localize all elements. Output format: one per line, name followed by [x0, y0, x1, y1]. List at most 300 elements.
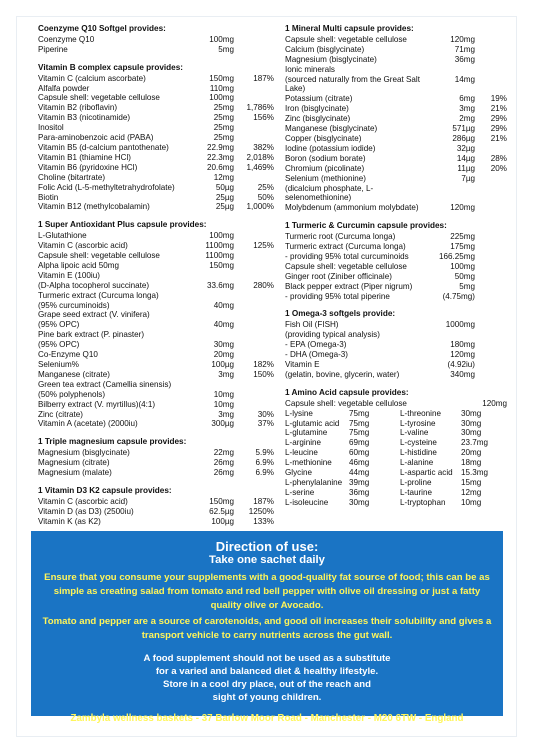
amino-row	[400, 448, 506, 458]
antiox-heading: 1 Super Antioxidant Plus capsule provides:	[38, 220, 207, 230]
nutrient-label: Vitamin C (ascorbic acid)	[38, 496, 128, 506]
amino-amount: 69mg	[349, 438, 370, 448]
company-address: Zambyla wellness baskets - 37 Barlow Moor Road - Manchester - M20 6TW - England	[70, 713, 464, 724]
nutrient-amount: 50µg	[215, 182, 234, 192]
nutrient-label: L-Glutathione	[38, 231, 87, 241]
nutrient-row	[285, 104, 507, 114]
amino-label: L-lysine	[285, 408, 313, 418]
nutrient-percent: 29%	[490, 114, 507, 124]
nutrient-label: Para-aminobenzoic acid (PABA)	[38, 133, 154, 143]
nutrient-amount: 20.6mg	[207, 162, 234, 172]
nutrient-amount: 100µg	[211, 516, 234, 526]
nutrient-label: Turmeric extract (Curcuma longa)	[285, 242, 406, 252]
amino-amount: 23.7mg	[461, 438, 488, 448]
nutrient-label: Selenium%	[38, 360, 79, 369]
nutrient-row	[285, 164, 507, 174]
nutrient-percent: 2,018%	[246, 152, 274, 162]
nutrient-amount: (4.92iu)	[447, 360, 475, 369]
amino-label: L-alanine	[400, 458, 434, 468]
nutrient-label: Pine bark extract (P. pinaster)	[38, 330, 145, 340]
magnesium-section	[38, 437, 274, 478]
coenzyme-heading: Coenzyme Q10 Softgel provides:	[38, 24, 166, 33]
amino-label: Glycine	[285, 468, 312, 478]
nutrient-percent: 1,469%	[246, 162, 274, 172]
nutrient-row	[285, 292, 507, 302]
amino-label: L-tyrosine	[400, 418, 436, 428]
nutrient-label: Vitamin B2 (riboflavin)	[38, 103, 118, 113]
nutrient-percent: 20%	[490, 163, 507, 173]
nutrient-row	[38, 271, 274, 281]
nutrient-label: Coenzyme Q10	[38, 34, 95, 44]
nutrient-row	[38, 468, 274, 478]
amino-amount: 10mg	[461, 497, 482, 507]
nutrient-percent: 50%	[257, 192, 274, 202]
nutrient-amount: 12mg	[213, 172, 234, 182]
nutrient-label: Vitamin D (as D3) (2500iu)	[38, 506, 134, 516]
warning-line: A food supplement should not be used as a substitute	[143, 653, 391, 664]
nutrient-row	[38, 84, 274, 94]
amino-label: L-aspartic acid	[400, 468, 453, 478]
amino-heading: 1 Amino Acid capsule provides:	[285, 387, 409, 397]
nutrient-amount: 100mg	[450, 261, 475, 271]
nutrient-amount: 25µg	[215, 192, 234, 202]
nutrient-amount: 25mg	[213, 133, 234, 143]
nutrient-label: Vitamin C (ascorbic acid)	[38, 241, 128, 251]
nutrient-row	[38, 93, 274, 103]
amino-amount: 44mg	[349, 468, 370, 478]
amino-amount: 36mg	[349, 487, 370, 497]
nutrient-label: Biotin	[38, 192, 59, 202]
nutrient-percent: 133%	[253, 516, 274, 526]
nutrient-amount: 100mg	[209, 231, 234, 241]
nutrient-row	[38, 251, 274, 261]
nutrient-label: Boron (sodium borate)	[285, 153, 366, 163]
nutrient-row	[285, 272, 507, 282]
warning-line: sight of young children.	[212, 692, 322, 703]
nutrient-label: Magnesium (bisglycinate)	[285, 54, 377, 64]
amino-amount: 39mg	[349, 477, 370, 487]
nutrient-amount: 110mg	[209, 83, 234, 93]
amino-row	[285, 438, 400, 448]
nutrient-label: (gelatin, bovine, glycerin, water)	[285, 369, 400, 379]
nutrient-amount: 14µg	[456, 153, 475, 163]
nutrient-amount: 150mg	[209, 73, 234, 83]
nutrient-row	[38, 113, 274, 123]
nutrient-amount: 7µg	[461, 173, 475, 183]
nutrient-row	[285, 350, 507, 360]
left-column	[38, 24, 274, 535]
nutrient-label: Iron (bisglycinate)	[285, 104, 349, 114]
nutrient-percent: 1250%	[248, 506, 274, 516]
amino-row	[400, 458, 506, 468]
nutrient-label: Choline (bitartrate)	[38, 172, 106, 182]
nutrient-row	[38, 183, 274, 193]
nutrient-percent: 19%	[490, 94, 507, 104]
nutrient-row	[285, 134, 507, 144]
nutrient-amount: 6mg	[459, 94, 475, 104]
amino-row	[400, 409, 506, 419]
nutrient-amount: 62.5µg	[209, 506, 234, 516]
mineral-section	[285, 24, 507, 213]
amino-row	[400, 498, 506, 508]
nutrient-label: Capsule shell: vegetable cellulose	[38, 251, 160, 261]
amino-row	[285, 488, 400, 498]
nutrient-row	[285, 340, 507, 350]
nutrient-percent: 21%	[490, 133, 507, 143]
nutrient-percent: 156%	[253, 113, 274, 123]
nutrient-amount: 32µg	[456, 143, 475, 153]
nutrient-label: Zinc (citrate)	[38, 409, 83, 419]
nutrient-amount: 22mg	[213, 448, 234, 458]
nutrient-percent: 382%	[253, 142, 274, 152]
nutrient-amount: 5mg	[459, 281, 475, 291]
nutrient-row	[38, 320, 274, 330]
vitb-heading: Vitamin B complex capsule provides:	[38, 62, 183, 72]
nutrient-row	[285, 184, 507, 204]
nutrient-label: Ginger root (Ziniber officinale)	[285, 271, 392, 281]
nutrient-amount: 50mg	[454, 271, 475, 281]
amino-left-list	[285, 409, 400, 508]
nutrient-amount: 40mg	[213, 300, 234, 310]
fat-source-advice: Ensure that you consume your supplements with a good-quality fat source of food; this can be as simple as creating salad from tomato and red bell pepper with olive oil dressing or just a fatty quality olive or Avocado.	[44, 572, 490, 611]
nutrient-row	[285, 144, 507, 154]
nutrient-row	[38, 350, 274, 360]
nutrient-amount: 71mg	[454, 44, 475, 54]
nutrient-amount: 3mg	[459, 104, 475, 114]
nutrient-amount: 25mg	[213, 123, 234, 133]
nutrient-label: Vitamin E	[285, 360, 320, 369]
nutrient-label: (95% curcuminoids)	[38, 300, 110, 310]
nutrient-amount: 11µg	[457, 163, 475, 173]
nutrient-row	[285, 75, 507, 95]
nutrient-label: Ionic minerals	[285, 64, 335, 74]
nutrient-percent: 6.9%	[255, 458, 274, 468]
nutrient-label: Magnesium (citrate)	[38, 458, 110, 468]
nutrient-amount: 100mg	[209, 93, 234, 103]
nutrient-label: (sourced naturally from the Great Salt Lake)	[285, 74, 420, 94]
nutrient-label: Inositol	[38, 123, 64, 133]
nutrient-row	[285, 55, 507, 65]
nutrient-amount: 22.3mg	[207, 152, 234, 162]
nutrient-amount: 100mg	[209, 34, 234, 44]
amino-amount: 15mg	[461, 477, 482, 487]
nutrient-row	[285, 124, 507, 134]
nutrient-amount: 286µg	[452, 133, 475, 143]
nutrient-label: Molybdenum (ammonium molybdate)	[285, 203, 419, 213]
nutrient-label: Zinc (bisglycinate)	[285, 114, 351, 124]
nutrient-row	[285, 282, 507, 292]
nutrient-row	[38, 163, 274, 173]
nutrient-percent: 1,786%	[246, 103, 274, 113]
nutrient-percent: 182%	[253, 360, 274, 369]
coenzyme-section	[38, 24, 274, 55]
nutrient-percent: 125%	[253, 241, 274, 251]
nutrient-row	[38, 153, 274, 163]
turmeric-section	[285, 221, 507, 301]
nutrient-row	[285, 370, 507, 380]
amino-right-list	[400, 409, 506, 508]
nutrient-row	[38, 193, 274, 203]
nutrient-row	[38, 103, 274, 113]
nutrient-row	[285, 65, 507, 75]
nutrient-label: Vitamin A (acetate) (2000iu)	[38, 419, 138, 429]
nutrient-row	[38, 301, 274, 311]
nutrient-label: (providing typical analysis)	[285, 330, 380, 340]
nutrient-label: Capsule shell: vegetable cellulose	[285, 261, 407, 271]
carotenoid-advice: Tomato and pepper are a source of carotenoids, and good oil increases their solubility and gives a transport vehicle to carry nutrients across the gut wall.	[42, 616, 492, 641]
nutrient-label: Vitamin B1 (thiamine HCl)	[38, 152, 131, 162]
nutrient-percent: 187%	[253, 496, 274, 506]
amino-row	[285, 498, 400, 508]
warning-text	[31, 652, 503, 704]
nutrient-row	[38, 231, 274, 241]
nutrient-label: Manganese (bisglycinate)	[285, 124, 378, 134]
nutrient-row	[38, 360, 274, 370]
nutrient-row	[38, 281, 274, 291]
nutrient-amount: 166.25mg	[439, 251, 475, 261]
nutrient-label: (95% OPC)	[38, 320, 80, 330]
nutrient-amount: 26mg	[213, 458, 234, 468]
nutrient-amount: (4.75mg)	[442, 291, 475, 301]
nutrient-percent: 280%	[253, 280, 274, 290]
nutrient-label: Capsule shell: vegetable cellulose	[285, 398, 407, 408]
nutrient-percent: 1,000%	[246, 202, 274, 212]
nutrient-label: Vitamin B6 (pyridoxine HCl)	[38, 162, 138, 172]
nutrient-amount: 150mg	[209, 496, 234, 506]
nutrient-amount: 1000mg	[445, 320, 475, 330]
nutrient-row	[38, 340, 274, 350]
nutrient-percent: 6.9%	[255, 468, 274, 478]
directions-panel	[31, 531, 503, 724]
nutrient-row	[38, 173, 274, 183]
nutrient-row	[38, 202, 274, 212]
amino-label: L-glutamic acid	[285, 418, 340, 428]
amino-label: L-arginine	[285, 438, 321, 448]
amino-row	[400, 438, 506, 448]
nutrient-label: (D-Alpha tocopherol succinate)	[38, 280, 150, 290]
nutrient-label: - DHA (Omega-3)	[285, 350, 348, 360]
nutrient-row	[285, 262, 507, 272]
amino-label: L-taurine	[400, 487, 432, 497]
nutrient-amount: 175mg	[450, 242, 475, 252]
nutrient-amount: 25µg	[215, 202, 234, 212]
nutrient-amount: 10mg	[213, 389, 234, 399]
nutrient-row	[285, 35, 507, 45]
nutrient-label: (50% polyphenols)	[38, 389, 106, 399]
warning-line: Store in a cool dry place, out of the reach and	[163, 679, 371, 690]
nutrient-label: Magnesium (bisglycinate)	[38, 448, 130, 458]
amino-row	[285, 458, 400, 468]
amino-row	[400, 468, 506, 478]
nutrient-label: Vitamin C (calcium ascorbate)	[38, 73, 146, 83]
amino-label: L-methionine	[285, 458, 332, 468]
nutrient-amount: 22.9mg	[207, 142, 234, 152]
nutrient-amount: 30mg	[213, 340, 234, 350]
amino-row	[285, 409, 400, 419]
nutrient-amount: 14mg	[454, 74, 475, 84]
nutrient-label: Piperine	[38, 44, 68, 54]
nutrient-amount: 571µg	[452, 124, 475, 134]
omega-section	[285, 309, 507, 379]
nutrient-amount: 3mg	[218, 409, 234, 419]
nutrient-label: Turmeric extract (Curcuma longa)	[38, 290, 159, 300]
nutrient-row	[38, 261, 274, 271]
nutrient-amount: 20mg	[213, 350, 234, 360]
nutrient-row	[285, 114, 507, 124]
nutrient-row	[38, 123, 274, 133]
nutrient-amount: 300µg	[211, 419, 234, 429]
amino-row	[400, 488, 506, 498]
nutrient-label: - providing 95% total piperine	[285, 291, 390, 301]
nutrient-row	[285, 360, 507, 370]
mineral-heading: 1 Mineral Multi capsule provides:	[285, 24, 414, 33]
amino-label: L-phenylalanine	[285, 477, 343, 487]
amino-amount: 30mg	[461, 408, 482, 418]
nutrient-label: Co-Enzyme Q10	[38, 350, 98, 360]
amino-label: L-isoleucine	[285, 497, 329, 507]
amino-label: L-threonine	[400, 408, 441, 418]
amino-row	[285, 448, 400, 458]
nutrient-amount: 225mg	[450, 232, 475, 242]
nutrient-label: Vitamin E (100iu)	[38, 270, 100, 280]
nutrient-amount: 120mg	[450, 203, 475, 213]
nutrient-percent: 150%	[253, 369, 274, 379]
nutrient-label: Chromium (picolinate)	[285, 163, 365, 173]
nutrient-label: Capsule shell: vegetable cellulose	[38, 93, 160, 103]
nutrient-label: Vitamin B5 (d-calcium pantothenate)	[38, 142, 169, 152]
nutrient-amount: 180mg	[450, 340, 475, 350]
nutrient-row	[38, 143, 274, 153]
nutrient-row	[285, 320, 507, 330]
nutrient-label: Selenium (methionine)	[285, 173, 366, 183]
amino-label: L-tryptophan	[400, 497, 446, 507]
nutrient-row	[285, 399, 507, 409]
nutrient-label: Bilberry extract (V. myrtillus)(4:1)	[38, 399, 156, 409]
nutrient-amount: 2mg	[459, 114, 475, 124]
nutrient-amount: 25mg	[213, 113, 234, 123]
nutrient-percent: 5.9%	[255, 448, 274, 458]
nutrient-amount: 40mg	[213, 320, 234, 330]
amino-amount: 75mg	[349, 418, 370, 428]
amino-amount: 30mg	[461, 428, 482, 438]
nutrient-amount: 120mg	[450, 350, 475, 360]
d3k2-section	[38, 486, 274, 527]
amino-amount: 75mg	[349, 428, 370, 438]
amino-row	[400, 419, 506, 429]
nutrient-amount: 36mg	[454, 54, 475, 64]
nutrient-row	[38, 74, 274, 84]
amino-row	[285, 419, 400, 429]
nutrient-amount: 1100mg	[205, 251, 234, 261]
amino-label: L-serine	[285, 487, 315, 497]
nutrient-amount: 100µg	[211, 360, 234, 369]
nutrient-amount: 120mg	[482, 398, 507, 408]
nutrient-row	[38, 310, 274, 320]
nutrient-amount: 3mg	[218, 369, 234, 379]
nutrient-label: Fish Oil (FISH)	[285, 320, 339, 330]
warning-line: for a varied and balanced diet & healthy lifestyle.	[155, 666, 379, 677]
amino-label: L-leucine	[285, 448, 318, 458]
amino-amount: 46mg	[349, 458, 370, 468]
nutrient-label: Green tea extract (Camellia sinensis)	[38, 379, 172, 389]
nutrient-row	[285, 154, 507, 164]
nutrient-amount: 10mg	[213, 399, 234, 409]
nutrient-row	[285, 45, 507, 55]
nutrient-row	[285, 242, 507, 252]
nutrient-row	[38, 35, 274, 45]
omega-heading: 1 Omega-3 softgels provide:	[285, 309, 396, 319]
nutrient-row	[38, 330, 274, 340]
amino-row	[400, 428, 506, 438]
amino-amount: 30mg	[349, 497, 370, 507]
amino-label: L-cysteine	[400, 438, 437, 448]
nutrient-label: Vitamin B12 (methylcobalamin)	[38, 202, 150, 212]
nutrient-percent: 30%	[257, 409, 274, 419]
vitb-section	[38, 63, 274, 213]
directions-subtitle: Take one sachet daily	[209, 554, 325, 566]
nutrient-percent: 29%	[490, 124, 507, 134]
nutrient-amount: 150mg	[209, 260, 234, 270]
nutrient-row	[38, 133, 274, 143]
amino-section	[285, 388, 507, 508]
amino-label: L-glutamine	[285, 428, 328, 438]
nutrient-row	[38, 517, 274, 527]
amino-row	[285, 478, 400, 488]
nutrient-amount: 25mg	[213, 103, 234, 113]
amino-amount: 18mg	[461, 458, 482, 468]
right-column	[285, 24, 507, 516]
nutrient-label: (dicalcium phosphate, L-selenomethionine)	[285, 183, 374, 203]
nutrient-label: Copper (bisglycinate)	[285, 133, 362, 143]
nutrient-row	[285, 232, 507, 242]
d3k2-heading: 1 Vitamin D3 K2 capsule provides:	[38, 485, 172, 495]
nutrient-row	[38, 241, 274, 251]
amino-amount: 75mg	[349, 408, 370, 418]
nutrient-row	[38, 419, 274, 429]
amino-amount: 30mg	[461, 418, 482, 428]
amino-row	[400, 478, 506, 488]
nutrient-label: Manganese (citrate)	[38, 369, 110, 379]
nutrient-amount: 120mg	[450, 34, 475, 44]
nutrient-label: Vitamin B3 (nicotinamide)	[38, 113, 131, 123]
nutrient-label: - EPA (Omega-3)	[285, 340, 347, 350]
nutrient-row	[285, 252, 507, 262]
nutrient-label: Calcium (bisglycinate)	[285, 44, 365, 54]
amino-grid	[285, 409, 507, 508]
nutrient-row	[38, 370, 274, 380]
nutrient-percent: 21%	[490, 104, 507, 114]
amino-row	[285, 468, 400, 478]
nutrient-label: Turmeric root (Curcuma longa)	[285, 232, 396, 242]
nutrient-percent: 187%	[253, 73, 274, 83]
nutrient-row	[38, 291, 274, 301]
nutrient-label: Grape seed extract (V. vinifera)	[38, 310, 150, 320]
nutrient-label: Folic Acid (L-5-methyltetrahydrofolate)	[38, 182, 175, 192]
nutrient-label: Black pepper extract (Piper nigrum)	[285, 281, 413, 291]
nutrient-amount: 1100mg	[205, 241, 234, 251]
nutrient-percent: 25%	[257, 182, 274, 192]
nutrient-row	[285, 94, 507, 104]
nutrient-percent: 37%	[257, 419, 274, 429]
nutrient-row	[38, 380, 274, 390]
nutrient-label: - providing 95% total curcuminoids	[285, 251, 409, 261]
nutrient-row	[38, 497, 274, 507]
turmeric-heading: 1 Turmeric & Curcumin capsule provides:	[285, 221, 447, 231]
nutrient-row	[38, 448, 274, 458]
nutrient-percent: 28%	[490, 153, 507, 163]
nutrient-label: Alpha lipoic acid 50mg	[38, 260, 119, 270]
amino-label: L-histidine	[400, 448, 437, 458]
